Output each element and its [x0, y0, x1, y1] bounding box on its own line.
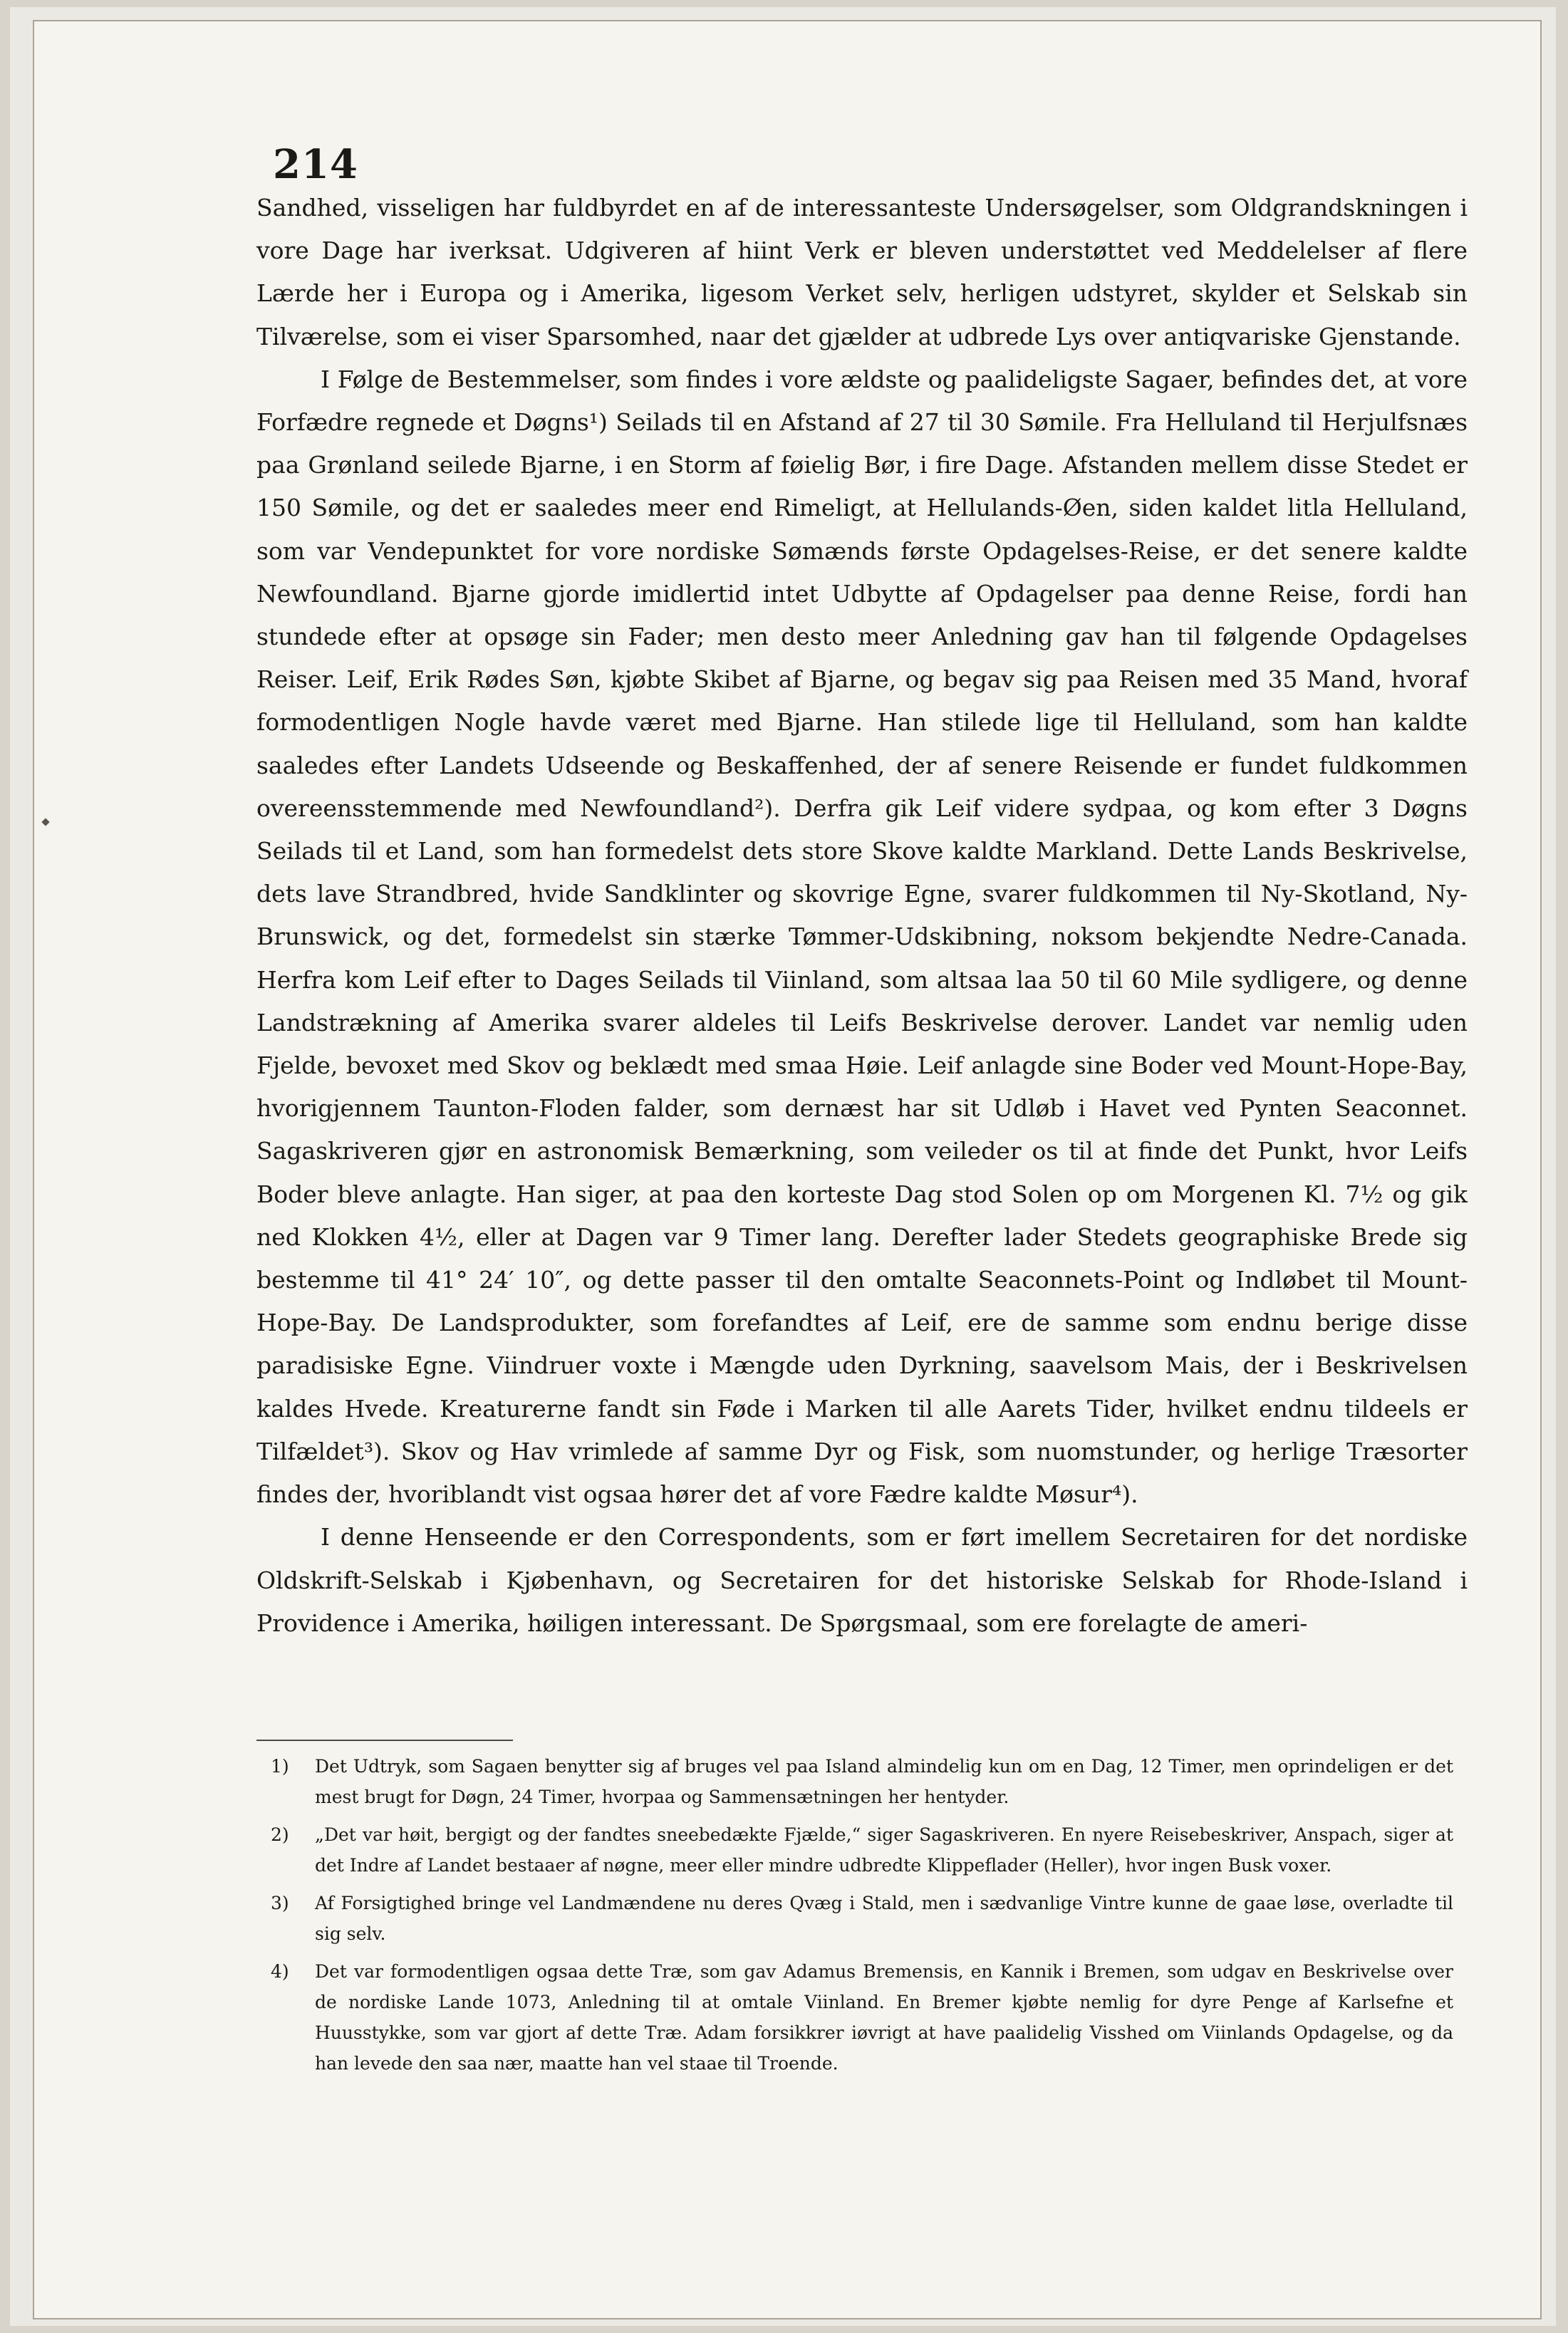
footnote-text: Det var formodentligen ogsaa dette Træ, som gav Adamus Bremensis, en Kannik i Bremen, som udgav en Beskrivelse over de nordiske Lande 1073, Anledning til at omtale Viinland. En Bremer kjøbte nemlig for dyre Penge af Karlsefne et Huusstykke, som var gjort af dette Træ. Adam forsikkrer iøvrigt at have paalidelig Visshed om Viinlands Opdagelse, og da han levede den saa nær, maatte han vel staae til Troende. — [315, 1961, 1453, 2074]
footnote — [271, 1888, 1453, 1949]
paragraph: I denne Henseende er den Correspondents, som er ført imellem Secretairen for det nordiske Oldskrift-Selskab i Kjøbenhavn, og Secretairen for det historiske Selskab for Rhode-Island i Providence i Amerika, høiligen interessant. De Spørgsmaal, som ere forelagte de ameri- — [256, 1523, 1468, 1637]
footnote-number: 3) — [271, 1893, 289, 1913]
footnote — [271, 1956, 1453, 2079]
main-text — [256, 187, 1468, 1645]
footnote-number: 2) — [271, 1824, 289, 1845]
paragraph: Sandhed, visseligen har fuldbyrdet en af de interessanteste Undersøgelser, som Oldgrandskningen i vore Dage har iverksat. Udgiveren af hiint Verk er bleven understøttet ved Meddelelser af flere Lærde her i Europa og i Amerika, ligesom Verket selv, herligen udstyret, skylder et Selskab sin Tilværelse, som ei viser Sparsomhed, naar det gjælder at udbrede Lys over antiqvariske Gjenstande. — [256, 194, 1468, 350]
footnote — [271, 1751, 1453, 1812]
footnote — [271, 1819, 1453, 1881]
paragraph: I Følge de Bestemmelser, som findes i vore ældste og paalideligste Sagaer, befindes det, at vore Forfædre regnede et Døgns¹) Seilads til en Afstand af 27 til 30 Sømile. Fra Helluland til Herjulfsnæs paa Grønland seilede Bjarne, i en Storm af føielig Bør, i fire Dage. Afstanden mellem disse Stedet er 150 Sømile, og det er saaledes meer end Rimeligt, at Hellulands-Øen, siden kaldet litla Helluland, som var Vendepunktet for vore nordiske Sømænds første Opdagelses-Reise, er det senere kaldte Newfoundland. Bjarne gjorde imidlertid intet Udbytte af Opdagelser paa denne Reise, fordi han stundede efter at opsøge sin Fader; men desto meer Anledning gav han til følgende Opdagelses Reiser. Leif, Erik Rødes Søn, kjøbte Skibet af Bjarne, og begav sig paa Reisen med 35 Mand, hvoraf formodentligen Nogle havde været med Bjarne. Han stilede lige til Helluland, som han kaldte saaledes efter Landets Udseende og Beskaffenhed, der af senere Reisende er fundet fuldkommen overeensstemmende med Newfoundland²). Derfra gik Leif videre sydpaa, og kom efter 3 Døgns Seilads til et Land, som han formedelst dets store Skove kaldte Markland. Dette Lands Beskrivelse, dets lave Strandbred, hvide Sandklinter og skovrige Egne, svarer fuldkommen til Ny-Skotland, Ny-Brunswick, og det, formedelst sin stærke Tømmer-Udskibning, noksom bekjendte Nedre-Canada. Herfra kom Leif efter to Dages Seilads til Viinland, som altsaa laa 50 til 60 Mile sydligere, og denne Landstrækning af Amerika svarer aldeles til Leifs Beskrivelse derover. Landet var nemlig uden Fjelde, bevoxet med Skov og beklædt med smaa Høie. Leif anlagde sine Boder ved Mount-Hope-Bay, hvorigjennem Taunton-Floden falder, som dernæst har sit Udløb i Havet ved Pynten Seaconnet. Sagaskriveren gjør en astronomisk Bemærkning, som veileder os til at finde det Punkt, hvor Leifs Boder bleve anlagte. Han siger, at paa den korteste Dag stod Solen op om Morgenen Kl. 7½ og gik ned Klokken 4½, eller at Dagen var 9 Timer lang. Derefter lader Stedets geographiske Brede sig bestemme til 41° 24′ 10″, og dette passer til den omtalte Seaconnets-Point og Indløbet til Mount-Hope-Bay. De Landsprodukter, som forefandtes af Leif, ere de samme som endnu berige disse paradisiske Egne. Viindruer voxte i Mængde uden Dyrkning, saavelsom Mais, der i Beskrivelsen kaldes Hvede. Kreaturerne fandt sin Føde i Marken til alle Aarets Tider, hvilket endnu tildeels er Tilfældet³). Skov og Hav vrimlede af samme Dyr og Fisk, som nuomstunder, og herlige Træsorter findes der, hvoriblandt vist ogsaa hører det af vore Fædre kaldte Møsur⁴). — [256, 365, 1468, 1509]
footnote-number: 1) — [271, 1756, 289, 1777]
footnote-text: Det Udtryk, som Sagaen benytter sig af bruges vel paa Island almindelig kun om en Dag, 12 Timer, men oprindeligen er det mest brugt for Døgn, 24 Timer, hvorpaa og Sammensætningen her hentyder. — [315, 1756, 1453, 1807]
footnote-number: 4) — [271, 1961, 289, 1982]
footnote-text: Af Forsigtighed bringe vel Landmændene nu deres Qvæg i Stald, men i sædvanlige Vintre kunne de gaae løse, overladte til sig selv. — [315, 1893, 1453, 1944]
page-number: 214 — [273, 141, 358, 188]
footnotes — [271, 1751, 1453, 2086]
footnote-text: „Det var høit, bergigt og der fandtes sneebedækte Fjælde,“ siger Sagaskriveren. En nyere Reisebeskriver, Anspach, siger at det Indre af Landet bestaaer af nøgne, meer eller mindre udbredte Klippeflader (Heller), hvor ingen Busk voxer. — [315, 1824, 1453, 1876]
footnote-divider — [256, 1740, 513, 1741]
